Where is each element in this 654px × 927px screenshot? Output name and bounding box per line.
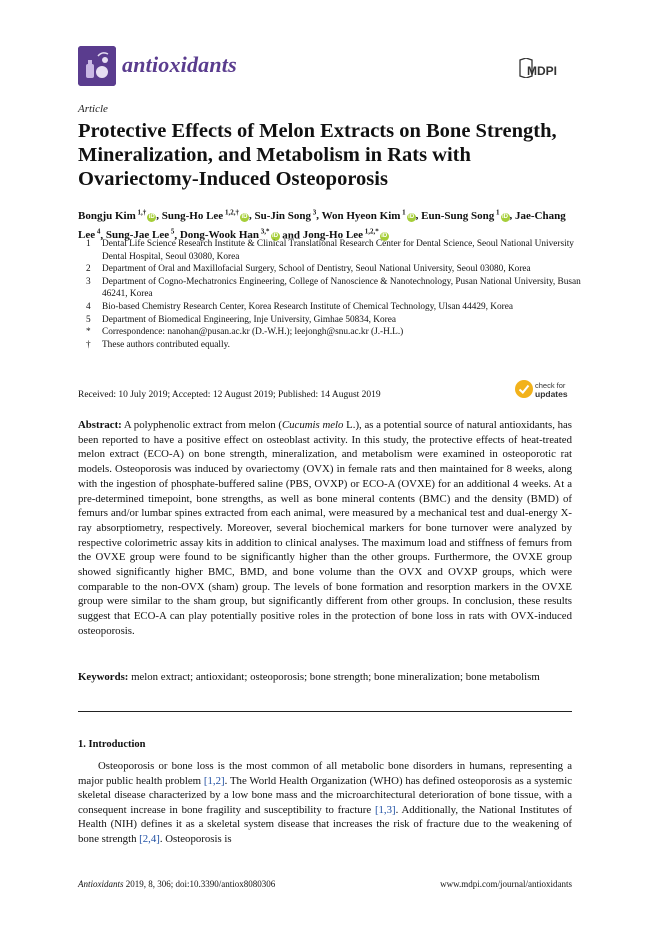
intro-text-2: . The World Health Organization (WHO) has defined osteoporosis as a systemic skeletal disease characterized by a low bone mass and the microarchitectural deterioration of bone tissue, with a consequent increase in bone fragility and susceptibility to fracture: [78, 774, 572, 816]
affiliation-item: [78, 263, 588, 276]
footer-citation: [78, 879, 275, 889]
orcid-icon[interactable]: iD: [408, 213, 415, 220]
section-divider: [78, 711, 572, 712]
publication-dates: Received: 10 July 2019; Accepted: 12 August 2019; Published: 14 August 2019: [78, 390, 381, 400]
article-type: Article: [78, 103, 108, 115]
journal-name: antioxidants: [122, 52, 237, 77]
footer-url[interactable]: www.mdpi.com/journal/antioxidants: [440, 879, 572, 889]
check-updates-line2: updates: [535, 389, 568, 399]
author-name-text: Jong-Ho Lee: [302, 229, 363, 242]
author-name: [162, 210, 249, 222]
affiliation-text: Dental Life Science Research Institute & Clinical Translational Research Center for Dental Science, Seoul National University Dental Hospital, Seoul 03080, Korea: [102, 239, 574, 262]
affiliation-text: Department of Biomedical Engineering, Inje University, Gimhae 50834, Korea: [102, 314, 396, 325]
author-name: [322, 210, 416, 222]
affiliation-mark: 3: [86, 276, 91, 287]
journal-logo-icon: [78, 46, 116, 86]
affiliation-item: [78, 238, 588, 263]
intro-text-4: . Osteoporosis is: [159, 832, 232, 845]
author-name-text: Eun-Sung Song: [421, 209, 495, 222]
affiliation-item: [78, 326, 588, 339]
keywords-label: Keywords:: [78, 671, 129, 683]
author-list: Bongju Kim $^{1,\dagger}$iD , Sung-Ho Lee $^{1,2,\dagger}$iD , Su-Jin Song $^3$, Won Hyeon Kim $^1$iD , Eun-Sung Song $^1$iD , Jae-Chang Lee $^4$, Sung-Jae Lee $^5$, Dong-Wook Han $^{3,*}$iD and Jong-Ho Lee $^{1,2,*}$iD: [78, 208, 566, 242]
affiliation-item: [78, 314, 588, 327]
author-name-text: Su-Jin Song: [254, 209, 312, 222]
check-for-updates-label[interactable]: [535, 382, 568, 399]
citation-link[interactable]: [1,3]: [374, 803, 396, 816]
orcid-icon[interactable]: iD: [381, 233, 388, 240]
footer-doi: 2019, 8, 306; doi:10.3390/antiox8080306: [123, 879, 276, 889]
abstract-label: Abstract:: [78, 419, 122, 431]
affiliation-text: These authors contributed equally.: [102, 339, 230, 350]
affiliation-mark: 5: [86, 314, 91, 325]
affiliation-item: [78, 301, 588, 314]
author-name-text: Dong-Wook Han: [179, 229, 260, 242]
author-name-text: Bongju Kim: [78, 209, 136, 222]
affiliation-mark: 1: [86, 239, 91, 249]
author-affiliation-mark: 3,*: [259, 227, 270, 236]
author-affiliation-mark: 3: [311, 208, 317, 216]
author-name-text: Sung-Jae Lee: [105, 229, 170, 242]
author-affiliation-mark: 4: [95, 227, 101, 236]
abstract-species: Cucumis melo: [281, 419, 344, 431]
author-name-text: Sung-Ho Lee: [161, 209, 224, 222]
affiliation-mark: *: [86, 327, 91, 338]
abstract-text-2: L.), as a potential source of natural antioxidants, has been reported to have a positive effect on osteoblast activity. In this study, the protective effects of heat-treated melon extract (ECO-A) on bone strength, mineralization, and metabolism were examined in osteoporotic rat models. Osteoporosis was induced by ovariectomy (OVX) in female rats and then maintained for 8 weeks, along with the ingestion of phosphate-buffered saline (PBS, OVXP) or ECO-A (OVXE) for an additional 4 weeks. At a pre-determined timepoint, bone strengths, as well as bone mineral contents (BMC) and the density (BMD) of femurs and/or lumbar spines extracted from each animal, were measured by a mechanical test and dual-energy X-ray absorptiometry, respectively. Moreover, several biochemical markers for bone turnover were analyzed by respective colorimetric assay kits in addition to clinical analyses. The maximum load and stiffness of femurs from the OVXE group were found to be significantly higher than the other groups. Furthermore, the OVXE group showed significantly higher BMC, BMD, and bone volume than the OVX and OVXP groups, which were comparable to the non-OVX (sham) group. The levels of bone formation and resorption markers in the OVXE group were similar to the sham group, but significantly different from other groups. In conclusion, these results suggest that ECO-A can play potentially positive roles in the protection of bone loss in rats with OVX-induced osteoporosis.: [78, 419, 572, 637]
author-name-text: Jae-Chang Lee: [78, 209, 566, 242]
author-affiliation-mark: 1: [400, 208, 406, 216]
citation-link[interactable]: [1,2]: [203, 774, 225, 787]
keywords-text: melon extract; antioxidant; osteoporosis; bone strength; bone mineralization; bone metabolism: [128, 671, 540, 683]
author-name-text: Won Hyeon Kim: [321, 209, 401, 222]
section-heading: 1. Introduction: [78, 739, 146, 750]
intro-text-3: . Additionally, the National Institutes of Health (NIH) defines it as a skeletal system disease that increases the risk of fracture due to the weakening of bone strength: [78, 803, 572, 845]
orcid-icon[interactable]: iD: [241, 213, 248, 220]
affiliation-text: Department of Cogno-Mechatronics Engineering, College of Nanoscience & Nanotechnology, Pusan National University, Busan 46241, Korea: [102, 276, 581, 300]
author-affiliation-mark: 5: [169, 227, 175, 236]
affiliation-text: Bio-based Chemistry Research Center, Korea Research Institute of Chemical Technology, Ulsan 44429, Korea: [102, 301, 514, 312]
intro-paragraph: [78, 759, 572, 846]
keywords: [78, 670, 572, 685]
affiliation-text: Correspondence: nanohan@pusan.ac.kr (D.-W.H.); leejongh@snu.ac.kr (J.-H.L.): [102, 327, 404, 338]
article-title: Protective Effects of Melon Extracts on Bone Strength, Mineralization, and Metabolism in Rats with Ovariectomy-Induced Osteoporosis: [78, 120, 557, 190]
affiliation-mark: 2: [86, 264, 91, 275]
orcid-icon[interactable]: iD: [148, 213, 155, 220]
abstract-text-1: A polyphenolic extract from melon (: [121, 419, 282, 431]
author-affiliation-mark: 1,2,*: [362, 227, 379, 236]
affiliation-mark: 4: [86, 301, 91, 312]
orcid-icon[interactable]: iD: [272, 233, 279, 240]
citation-link[interactable]: [2,4]: [139, 832, 160, 845]
check-for-updates-icon[interactable]: [514, 379, 534, 399]
affiliation-item: [78, 339, 588, 352]
author-name: [254, 210, 316, 222]
check-updates-line1: check for: [535, 381, 566, 390]
affiliation-text: Department of Oral and Maxillofacial Surgery, School of Dentistry, Seoul National University, Seoul 03080, Korea: [102, 264, 531, 275]
journal-logo: [78, 46, 116, 86]
author-affiliation-mark: 1,2,†: [223, 208, 239, 216]
publisher-name: MDPI: [527, 64, 557, 78]
author-affiliation-mark: 1: [494, 208, 500, 216]
author-name: [78, 210, 156, 222]
affiliation-item: [78, 276, 588, 301]
abstract: [78, 418, 572, 639]
footer-journal: Antioxidants: [78, 879, 124, 889]
orcid-icon[interactable]: iD: [502, 213, 508, 220]
affiliation-list: [78, 238, 588, 351]
author-name: [421, 210, 509, 222]
author-affiliation-mark: 1,†: [135, 208, 147, 216]
intro-text-1: Osteoporosis or bone loss is the most common of all metabolic bone disorders in humans, representing a major public health problem: [78, 760, 572, 787]
affiliation-mark: †: [86, 339, 91, 350]
